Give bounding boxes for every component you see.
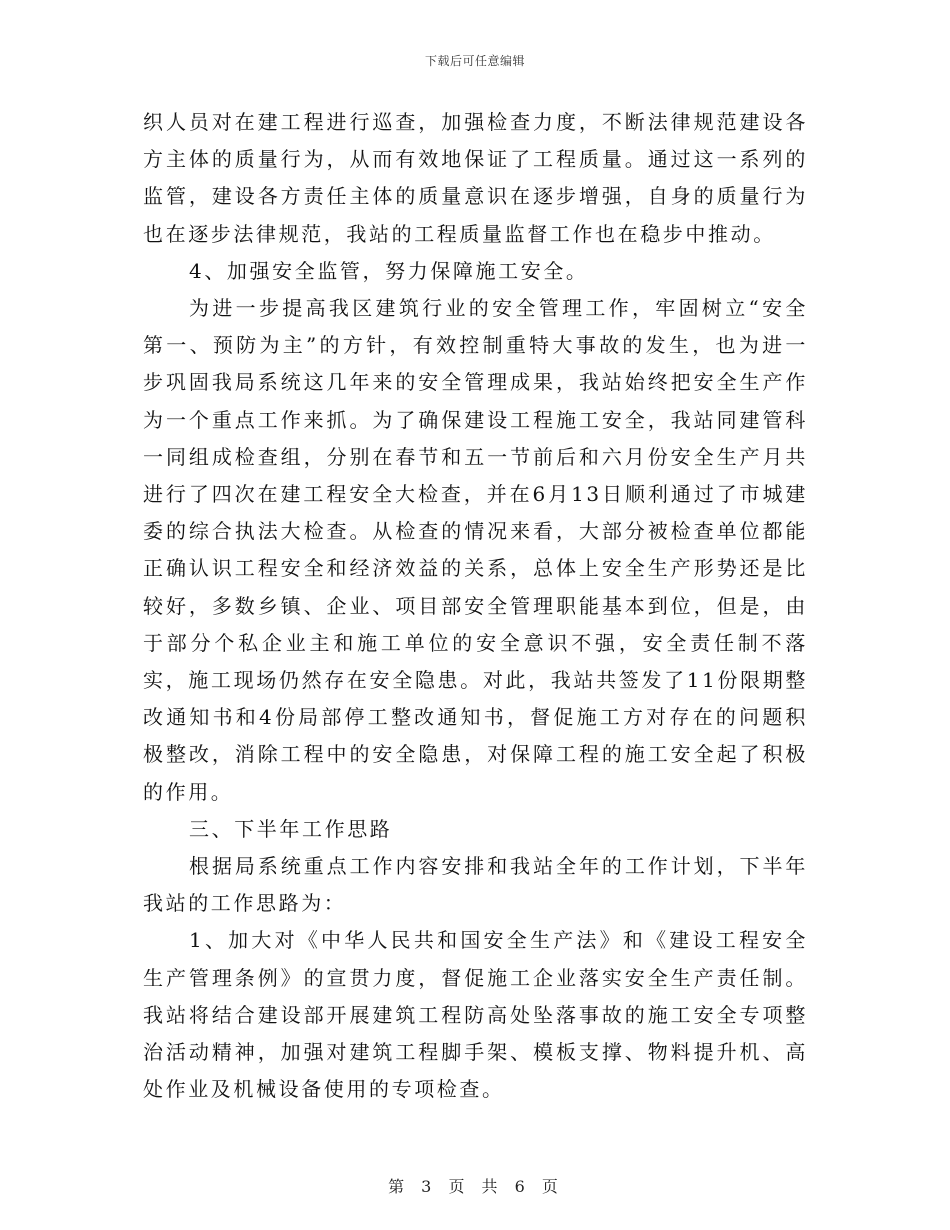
section-heading-safety: 4、加强安全监管，努力保障施工安全。	[189, 258, 589, 283]
header-note: 下载后可任意编辑	[424, 54, 525, 68]
page-number-footer: 第 3 页 共 6 页	[388, 1177, 562, 1196]
paragraph-plan-item-1: 1、加大对《中华人民共和国安全生产法》和《建设工程安全生产管理条例》的宣贯力度，督促施工企业落实安全生产责任制。我站将结合建设部开展建筑工程防高处坠落事故的施工安全专项整治活动精神，加强对建筑工程脚手架、模板支撑、物料提升机、高处作业及机械设备使用的专项检查。	[143, 928, 808, 1102]
section-heading-second-half: 三、下半年工作思路	[189, 816, 393, 841]
paragraph-work-plan-intro: 根据局系统重点工作内容安排和我站全年的工作计划，下半年我站的工作思路为：	[143, 854, 808, 916]
document-body	[143, 104, 808, 1108]
paragraph-quality-supervision: 织人员对在建工程进行巡查，加强检查力度，不断法律规范建设各方主体的质量行为，从而有效地保证了工程质量。通过这一系列的监管，建设各方责任主体的质量意识在逐步增强，自身的质量行为也在逐步法律规范，我站的工程质量监督工作也在稳步中推动。	[143, 110, 808, 246]
paragraph-safety-inspection: 为进一步提高我区建筑行业的安全管理工作，牢固树立“安全第一、预防为主”的方针，有效控制重特大事故的发生，也为进一步巩固我局系统这几年来的安全管理成果，我站始终把安全生产作为一个重点工作来抓。为了确保建设工程施工安全，我站同建管科一同组成检查组，分别在春节和五一节前后和六月份安全生产月共进行了四次在建工程安全大检查，并在6月13日顺利通过了市城建委的综合执法大检查。从检查的情况来看，大部分被检查单位都能正确认识工程安全和经济效益的关系，总体上安全生产形势还是比较好，多数乡镇、企业、项目部安全管理职能基本到位，但是，由于部分个私企业主和施工单位的安全意识不强，安全责任制不落实，施工现场仍然存在安全隐患。对此，我站共签发了11份限期整改通知书和4份局部停工整改通知书，督促施工方对存在的问题积极整改，消除工程中的安全隐患，对保障工程的施工安全起了积极的作用。	[143, 296, 808, 804]
